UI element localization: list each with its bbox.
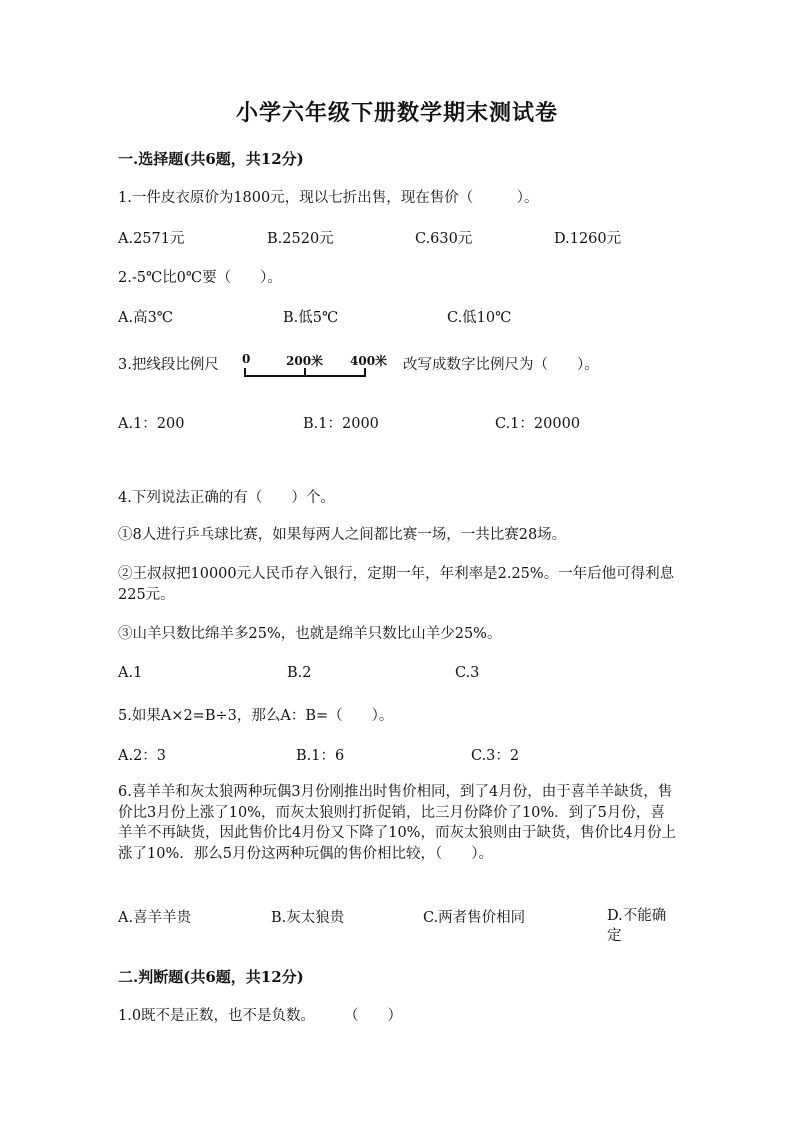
line-scale bbox=[240, 350, 390, 382]
q3-text-before: 3.把线段比例尺 bbox=[118, 357, 219, 373]
q3-text-after: 改写成数字比例尺为（ ）。 bbox=[403, 357, 599, 373]
q4-option-c: C.3 bbox=[455, 665, 480, 681]
q1-option-b: B.2520元 bbox=[267, 231, 334, 247]
q4-text: 4.下列说法正确的有（ ）个。 bbox=[118, 490, 335, 506]
q5-option-c: C.3：2 bbox=[471, 748, 520, 764]
q2-option-c: C.低10℃ bbox=[447, 310, 512, 326]
q6-option-b: B.灰太狼贵 bbox=[271, 910, 345, 926]
q6-option-c: C.两者售价相同 bbox=[423, 910, 526, 926]
q5-option-b: B.1：6 bbox=[296, 748, 345, 764]
q4-statement-3: ③山羊只数比绵羊多25%，也就是绵羊只数比山羊少25%。 bbox=[118, 626, 502, 642]
q5-option-a: A.2：3 bbox=[118, 748, 167, 764]
q6-option-d: D.不能确定 bbox=[607, 908, 667, 944]
q2-option-a: A.高3℃ bbox=[118, 310, 174, 326]
q6-text: 6.喜羊羊和灰太狼两种玩偶3月份刚推出时售价相同，到了4月份，由于喜羊羊缺货，售价比3月份上涨了10%，而灰太狼则打折促销，比三月份降价了10%．到了5月份，喜羊羊不再缺货，因此售价比4月份又下降了10%，而灰太狼则由于缺货，售价比4月份上涨了10%．那么5月份这两种玩偶的售价相比较，（ ）。 bbox=[118, 784, 677, 862]
q1-option-a: A.2571元 bbox=[118, 231, 185, 247]
judge-q1-text: 1.0既不是正数，也不是负数。 （ ） bbox=[118, 1008, 403, 1024]
q6-option-a: A.喜羊羊贵 bbox=[118, 910, 192, 926]
q5-text: 5.如果A×2=B÷3，那么A：B=（ ）。 bbox=[118, 708, 394, 724]
q2-option-b: B.低5℃ bbox=[283, 310, 339, 326]
q3-option-a: A.1：200 bbox=[118, 416, 185, 432]
q1-option-d: D.1260元 bbox=[554, 231, 622, 247]
scale-label-400: 400米 bbox=[350, 354, 388, 368]
q4-option-a: A.1 bbox=[118, 665, 143, 681]
scale-label-200: 200米 bbox=[286, 354, 324, 368]
q1-option-c: C.630元 bbox=[415, 231, 473, 247]
q1-text: 1.一件皮衣原价为1800元，现以七折出售，现在售价（ ）。 bbox=[118, 190, 539, 206]
section2-heading: 二.判断题(共6题，共12分) bbox=[118, 968, 304, 986]
q4-option-b: B.2 bbox=[287, 665, 312, 681]
q4-statement-1: ①8人进行乒乓球比赛，如果每两人之间都比赛一场，一共比赛28场。 bbox=[118, 527, 567, 543]
scale-bar bbox=[240, 366, 370, 380]
page-title: 小学六年级下册数学期末测试卷 bbox=[235, 100, 558, 126]
section1-heading: 一.选择题(共6题，共12分) bbox=[118, 150, 304, 168]
q2-text: 2.-5℃比0℃要（ ）。 bbox=[118, 270, 282, 286]
q4-statement-2: ②王叔叔把10000元人民币存入银行，定期一年，年利率是2.25%。一年后他可得利息225元。 bbox=[118, 566, 675, 603]
scale-label-0: 0 bbox=[242, 352, 251, 366]
q3-option-b: B.1：2000 bbox=[303, 416, 379, 432]
q3-option-c: C.1：20000 bbox=[495, 416, 581, 432]
